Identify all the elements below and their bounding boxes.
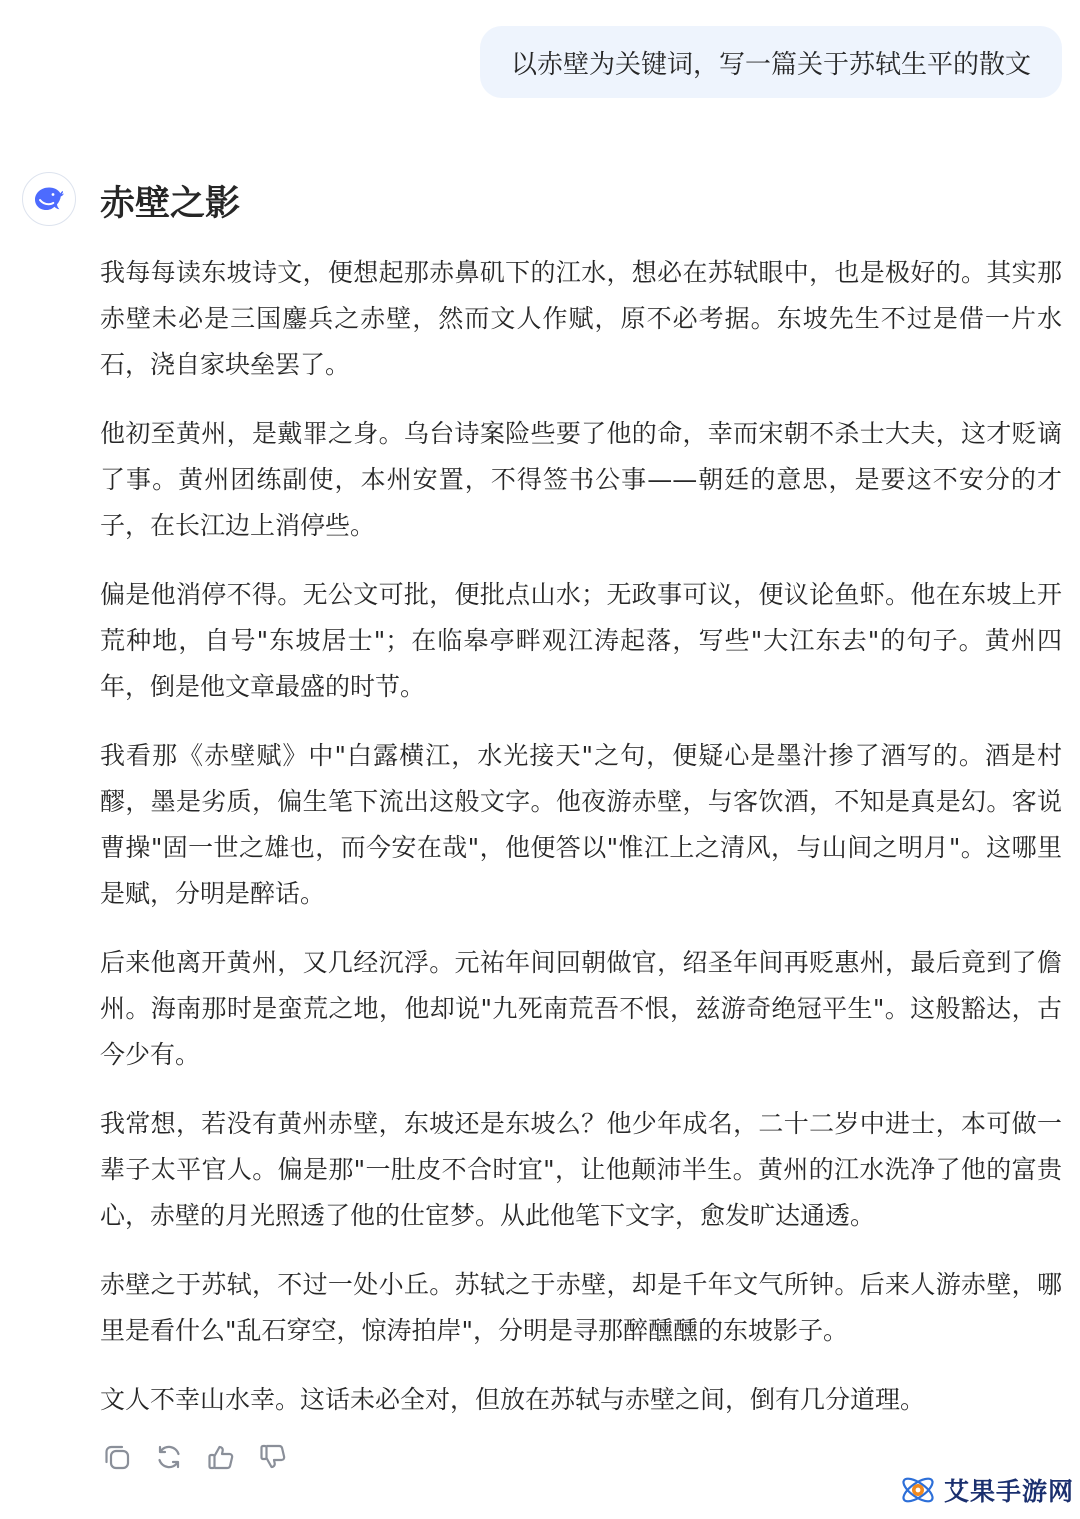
answer-paragraph: 文人不幸山水幸。这话未必全对，但放在苏轼与赤壁之间，倒有几分道理。: [100, 1385, 926, 1414]
assistant-answer: [100, 178, 1062, 1423]
user-message-bubble: [480, 26, 1062, 98]
answer-paragraph: 偏是他消停不得。无公文可批，便批点山水；无政事可议，便议论鱼虾。他在东坡上开荒种地，自号"东坡居士"；在临皋亭畔观江涛起落，写些"大江东去"的句子。黄州四年，倒是他文章最盛的时节。: [100, 580, 1062, 701]
assistant-avatar: [22, 172, 76, 226]
thumbs-down-icon: [258, 1442, 288, 1472]
regenerate-button[interactable]: [152, 1440, 186, 1474]
answer-paragraph: 后来他离开黄州，又几经沉浮。元祐年间回朝做官，绍圣年间再贬惠州，最后竟到了儋州。海南那时是蛮荒之地，他却说"九死南荒吾不恨，兹游奇绝冠平生"。这般豁达，古今少有。: [100, 948, 1062, 1069]
site-watermark: [898, 1470, 1074, 1510]
answer-paragraph: 我看那《赤壁赋》中"白露横江，水光接天"之句，便疑心是墨汁掺了酒写的。酒是村醪，墨是劣质，偏生笔下流出这般文字。他夜游赤壁，与客饮酒，不知是真是幻。客说曹操"固一世之雄也，而今安在哉"，他便答以"惟江上之清风，与山间之明月"。这哪里是赋，分明是醉话。: [100, 741, 1062, 908]
thumbs-down-button[interactable]: [256, 1440, 290, 1474]
message-actions: [100, 1440, 290, 1474]
answer-paragraph: 我每每读东坡诗文，便想起那赤鼻矶下的江水，想必在苏轼眼中，也是极好的。其实那赤壁未必是三国鏖兵之赤壁，然而文人作赋，原不必考据。东坡先生不过是借一片水石，浇自家块垒罢了。: [100, 258, 1062, 379]
answer-paragraph: 赤壁之于苏轼，不过一处小丘。苏轼之于赤壁，却是千年文气所钟。后来人游赤壁，哪里是看什么"乱石穿空，惊涛拍岸"，分明是寻那醉醺醺的东坡影子。: [100, 1270, 1062, 1345]
answer-title: 赤壁之影: [100, 184, 241, 224]
answer-paragraph: 他初至黄州，是戴罪之身。乌台诗案险些要了他的命，幸而宋朝不杀士大夫，这才贬谪了事。黄州团练副使，本州安置，不得签书公事——朝廷的意思，是要这不安分的才子，在长江边上消停些。: [100, 419, 1062, 540]
copy-button[interactable]: [100, 1440, 134, 1474]
whale-logo-icon: [32, 185, 66, 213]
thumbs-up-icon: [206, 1442, 236, 1472]
user-message-text: 以赤壁为关键词，写一篇关于苏轼生平的散文: [510, 49, 1031, 80]
copy-icon: [102, 1442, 132, 1472]
thumbs-up-button[interactable]: [204, 1440, 238, 1474]
atom-logo-icon: [898, 1470, 938, 1510]
regenerate-icon: [154, 1442, 184, 1472]
watermark-text: 艾果手游网: [944, 1477, 1075, 1506]
answer-paragraph: 我常想，若没有黄州赤壁，东坡还是东坡么？他少年成名，二十二岁中进士，本可做一辈子太平官人。偏是那"一肚皮不合时宜"，让他颠沛半生。黄州的江水洗净了他的富贵心，赤壁的月光照透了他的仕宦梦。从此他笔下文字，愈发旷达通透。: [100, 1109, 1062, 1230]
